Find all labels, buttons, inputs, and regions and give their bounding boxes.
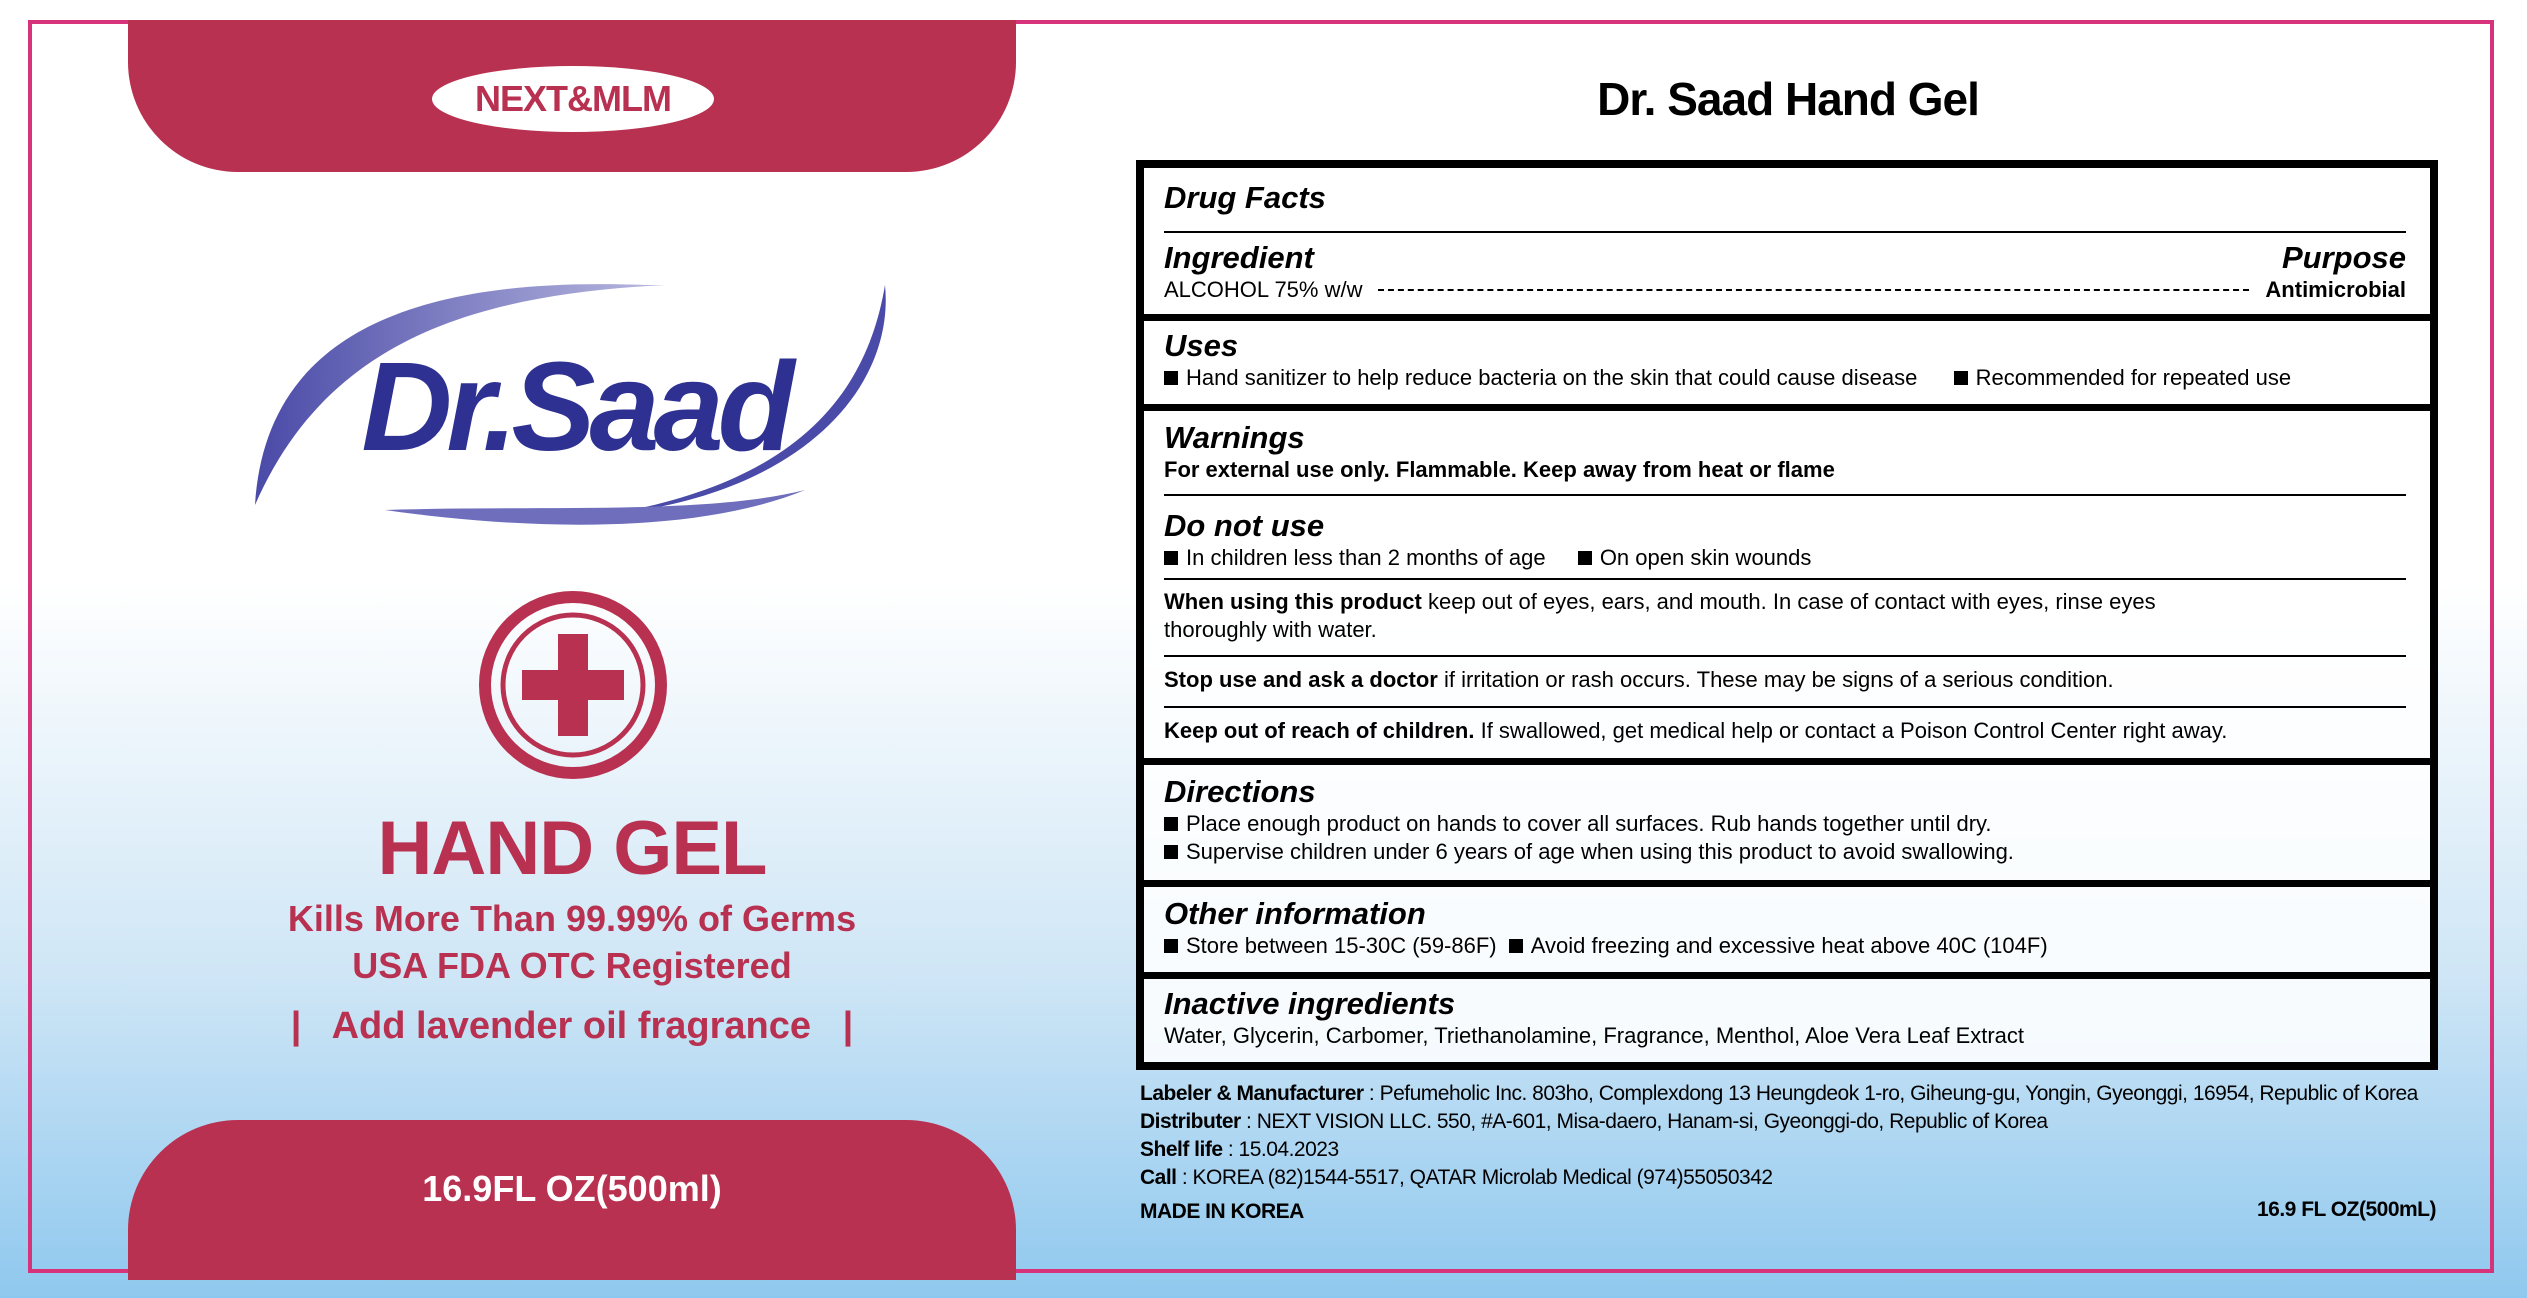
other-info-item: Avoid freezing and excessive heat above 40C (104F) xyxy=(1530,933,2048,958)
fragrance-note: | Add lavender oil fragrance | xyxy=(290,1005,854,1047)
bullet-icon xyxy=(1578,551,1592,565)
stop-use-label: Stop use and ask a doctor xyxy=(1164,667,1438,692)
direction-item: Supervise children under 6 years of age when using this product to avoid swallowing. xyxy=(1186,839,2014,864)
warnings-heading: Warnings xyxy=(1164,420,1305,455)
when-using-label: When using this product xyxy=(1164,589,1422,614)
bullet-icon xyxy=(1509,939,1523,953)
made-in: MADE IN KOREA xyxy=(1140,1200,1304,1223)
other-info-heading: Other information xyxy=(1164,896,1426,931)
call-text: : KOREA (82)1544-5517, QATAR Microlab Medical (974)55050342 xyxy=(1176,1166,1773,1189)
medical-cross-icon xyxy=(478,590,668,780)
section-divider xyxy=(1144,880,2430,887)
lower-swoosh xyxy=(385,490,805,525)
uses-section xyxy=(1144,328,2430,392)
drug-facts-title: Drug Facts xyxy=(1164,180,1326,215)
use-item: Recommended for repeated use xyxy=(1975,365,2292,390)
stop-use-text: if irritation or rash occurs. These may be signs of a serious condition. xyxy=(1437,667,2114,692)
divider xyxy=(1164,655,2406,657)
brand-name: NEXT&MLM xyxy=(475,78,671,119)
bullet-icon xyxy=(1164,939,1178,953)
do-not-use-item: On open skin wounds xyxy=(1599,545,1812,570)
labeler-info xyxy=(1140,1080,2460,1192)
product-title: Dr. Saad Hand Gel xyxy=(1597,73,1979,125)
section-divider xyxy=(1144,972,2430,979)
bullet-icon xyxy=(1164,817,1178,831)
drug-facts-header xyxy=(1144,180,2430,216)
do-not-use-item: In children less than 2 months of age xyxy=(1186,545,1546,570)
germ-claim: Kills More Than 99.99% of Germs xyxy=(287,898,857,939)
uses-heading: Uses xyxy=(1164,328,1239,363)
volume-left: 16.9FL OZ(500ml) xyxy=(422,1168,722,1209)
do-not-use-section xyxy=(1144,508,2430,572)
other-info-section xyxy=(1144,896,2430,960)
distributer-text: : NEXT VISION LLC. 550, #A-601, Misa-daero, Hanam-si, Gyeonggi-do, Republic of Korea xyxy=(1240,1110,2048,1133)
bullet-icon xyxy=(1164,551,1178,565)
direction-item: Place enough product on hands to cover all surfaces. Rub hands together until dry. xyxy=(1186,811,1992,836)
keep-out-text: If swallowed, get medical help or contact a Poison Control Center right away. xyxy=(1474,718,2228,743)
dr-saad-logo xyxy=(245,265,905,535)
product-name: HAND GEL xyxy=(377,806,767,891)
divider xyxy=(1164,578,2406,580)
when-using-text: keep out of eyes, ears, and mouth. In case of contact with eyes, rinse eyes xyxy=(1421,589,2156,614)
bullet-icon xyxy=(1164,845,1178,859)
purpose-heading: Purpose xyxy=(2281,240,2406,275)
drug-facts-box xyxy=(1136,160,2438,1070)
warnings-text: For external use only. Flammable. Keep away from heat or flame xyxy=(1164,457,1835,482)
bullet-icon xyxy=(1954,371,1968,385)
when-using-text-2: thoroughly with water. xyxy=(1164,617,1377,642)
fda-claim: USA FDA OTC Registered xyxy=(352,945,792,986)
divider xyxy=(1164,706,2406,708)
keep-out-section xyxy=(1144,717,2430,745)
do-not-use-heading: Do not use xyxy=(1164,508,1325,543)
section-divider xyxy=(1144,758,2430,765)
dotted-leader xyxy=(1378,289,2249,291)
inactive-text: Water, Glycerin, Carbomer, Triethanolamine, Fragrance, Menthol, Aloe Vera Leaf Extract xyxy=(1164,1023,2025,1048)
ingredient-heading: Ingredient xyxy=(1164,240,1314,275)
directions-heading: Directions xyxy=(1164,774,1316,809)
section-divider xyxy=(1144,314,2430,321)
shelf-life-text: : 15.04.2023 xyxy=(1222,1138,1339,1161)
call-label: Call xyxy=(1140,1166,1177,1189)
shelf-life-label: Shelf life xyxy=(1140,1138,1223,1161)
labeler-label: Labeler & Manufacturer xyxy=(1140,1082,1364,1105)
brand-badge xyxy=(432,66,714,132)
use-item: Hand sanitizer to help reduce bacteria on the skin that could cause disease xyxy=(1186,365,1918,390)
other-info-item: Store between 15-30C (59-86F) xyxy=(1186,933,1497,958)
stop-use-section xyxy=(1144,666,2430,694)
bullet-icon xyxy=(1164,371,1178,385)
ingredient-section xyxy=(1144,240,2430,304)
volume-right: 16.9 FL OZ(500mL) xyxy=(2256,1198,2436,1221)
when-using-section xyxy=(1144,588,2430,644)
active-ingredient: ALCOHOL 75% w/w xyxy=(1164,277,1363,302)
labeler-text: : Pefumeholic Inc. 803ho, Complexdong 13 Heungdeok 1-ro, Giheung-gu, Yongin, Gyeonggi, 16954, Republic of Korea xyxy=(1363,1082,2418,1105)
warnings-section xyxy=(1144,420,2430,484)
directions-section xyxy=(1144,774,2430,866)
logo-text: Dr.Saad xyxy=(361,336,789,477)
keep-out-label: Keep out of reach of children. xyxy=(1164,718,1475,743)
purpose-value: Antimicrobial xyxy=(2265,277,2406,302)
distributer-label: Distributer xyxy=(1140,1110,1241,1133)
inactive-heading: Inactive ingredients xyxy=(1164,986,1456,1021)
inactive-section xyxy=(1144,986,2430,1050)
divider xyxy=(1164,231,2406,233)
section-divider xyxy=(1144,404,2430,411)
divider xyxy=(1164,494,2406,496)
